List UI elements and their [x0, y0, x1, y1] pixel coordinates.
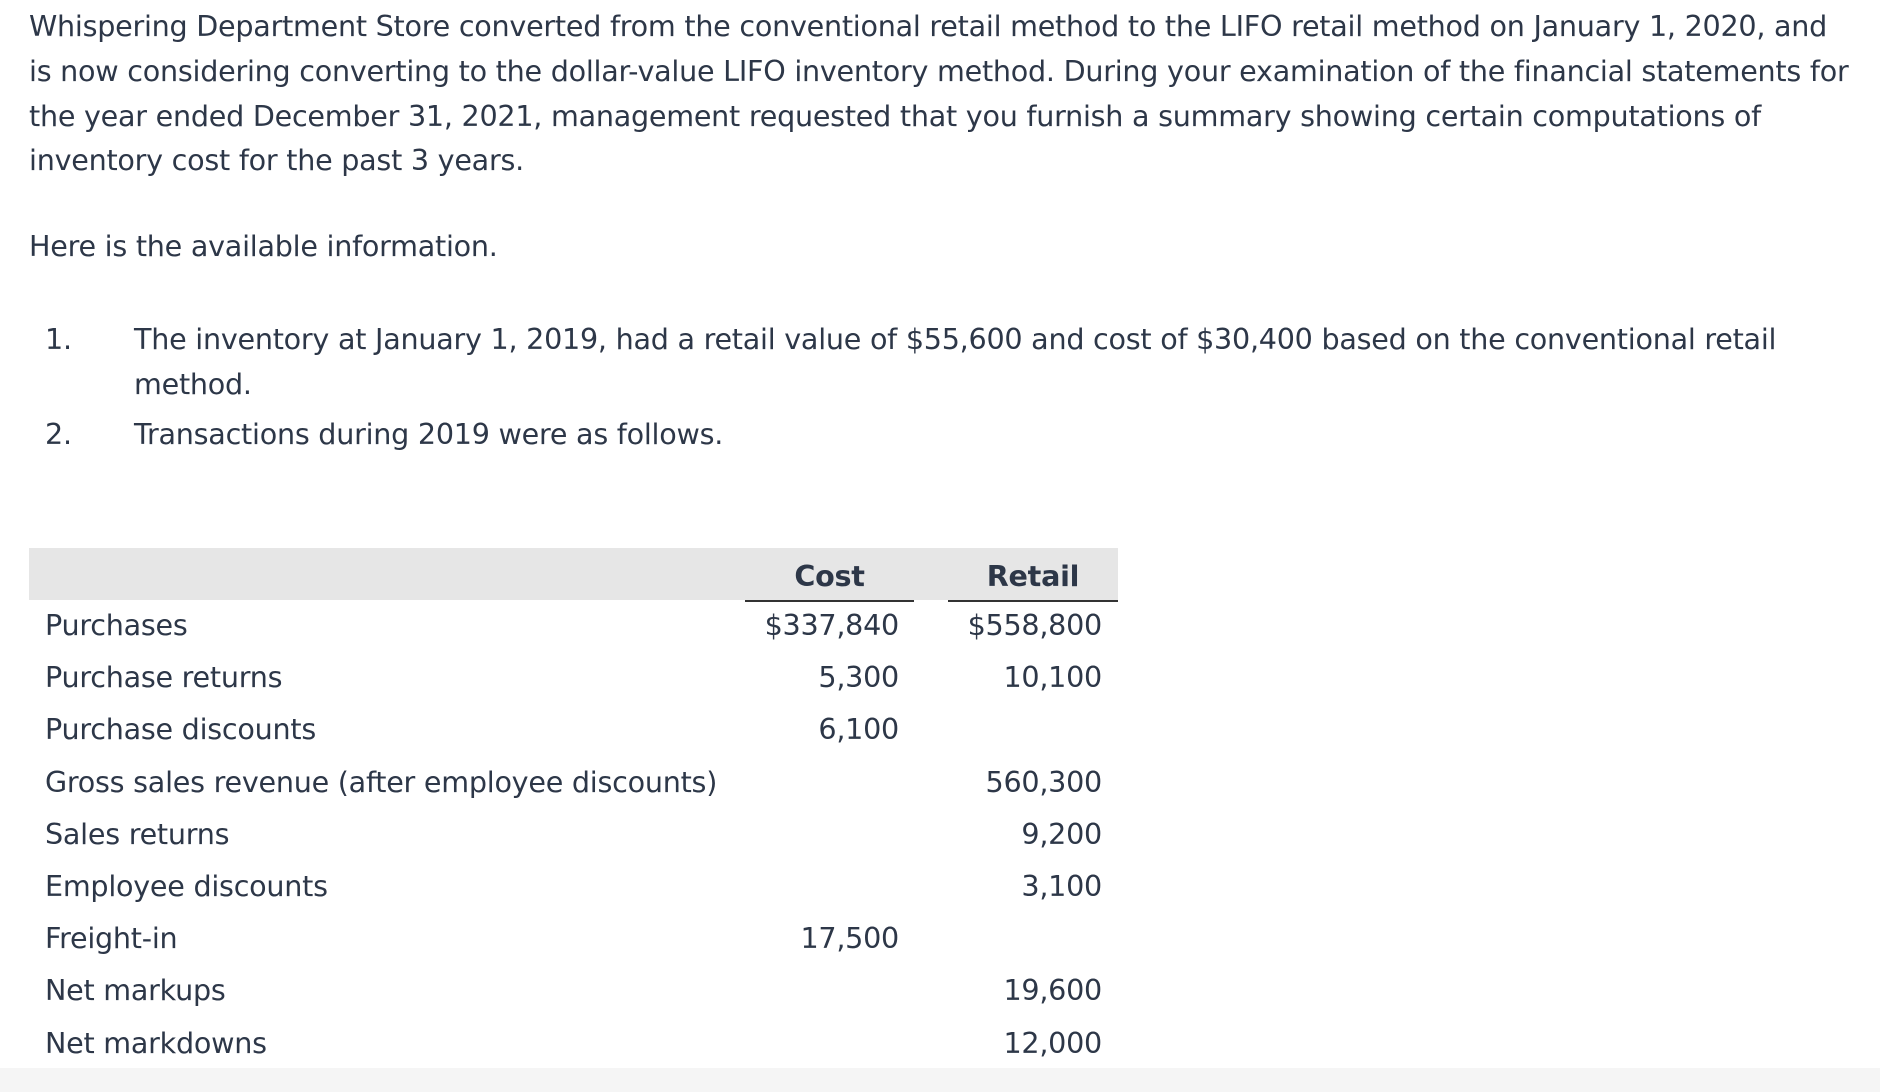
row-label: Gross sales revenue (after employee discounts) — [45, 764, 718, 799]
intro-paragraph: Whispering Department Store converted from the conventional retail method to the LIFO retail method on January 1, 2020, and is now considering converting to the dollar-value LIFO inventory method. During your examination of the financial statements for the year ended December 31, 2021, management requested that you furnish a summary showing certain computations of inventory cost for the past 3 years. — [29, 9, 1849, 178]
table-row — [29, 704, 1118, 756]
cost-column-header: Cost — [794, 559, 865, 593]
retail-cell: 9,200 — [1021, 816, 1102, 851]
cost-cell: 6,100 — [818, 712, 899, 747]
row-label: Net markups — [45, 973, 226, 1008]
table-row — [29, 652, 1118, 704]
row-label: Employee discounts — [45, 868, 328, 903]
cost-cell: 5,300 — [818, 660, 899, 695]
retail-cell: 560,300 — [985, 764, 1102, 799]
row-label: Purchase discounts — [45, 712, 316, 747]
row-label: Purchase returns — [45, 660, 283, 695]
list-item-text: The inventory at January 1, 2019, had a retail value of $55,600 and cost of $30,400 based on the conventional retail method. — [134, 322, 1777, 401]
row-label: Purchases — [45, 608, 188, 642]
list-item-text: Transactions during 2019 were as follows. — [134, 417, 724, 451]
row-label: Net markdowns — [45, 1025, 267, 1060]
table-row — [29, 913, 1118, 965]
retail-column-header: Retail — [986, 559, 1080, 593]
transactions-table — [29, 548, 1118, 1070]
list-item-number: 1. — [45, 322, 72, 356]
cost-cell: 17,500 — [800, 921, 899, 956]
bottom-divider-band — [0, 1068, 1880, 1092]
lead-sentence: Here is the available information. — [29, 229, 498, 263]
table-row — [29, 861, 1118, 913]
list-item-number: 2. — [45, 417, 72, 451]
row-label: Freight-in — [45, 921, 178, 956]
retail-cell: 3,100 — [1021, 868, 1102, 903]
table-row — [29, 757, 1118, 809]
table-row — [29, 965, 1118, 1017]
retail-cell: $558,800 — [967, 608, 1102, 642]
retail-cell: 10,100 — [1003, 660, 1102, 695]
retail-cell: 12,000 — [1003, 1025, 1102, 1060]
row-label: Sales returns — [45, 816, 230, 851]
cost-cell: $337,840 — [764, 608, 899, 642]
table-row — [29, 1018, 1118, 1070]
table-body — [29, 600, 1118, 1070]
table-row — [29, 809, 1118, 861]
table-row — [29, 600, 1118, 652]
retail-cell: 19,600 — [1003, 973, 1102, 1008]
table-header — [29, 548, 1118, 600]
